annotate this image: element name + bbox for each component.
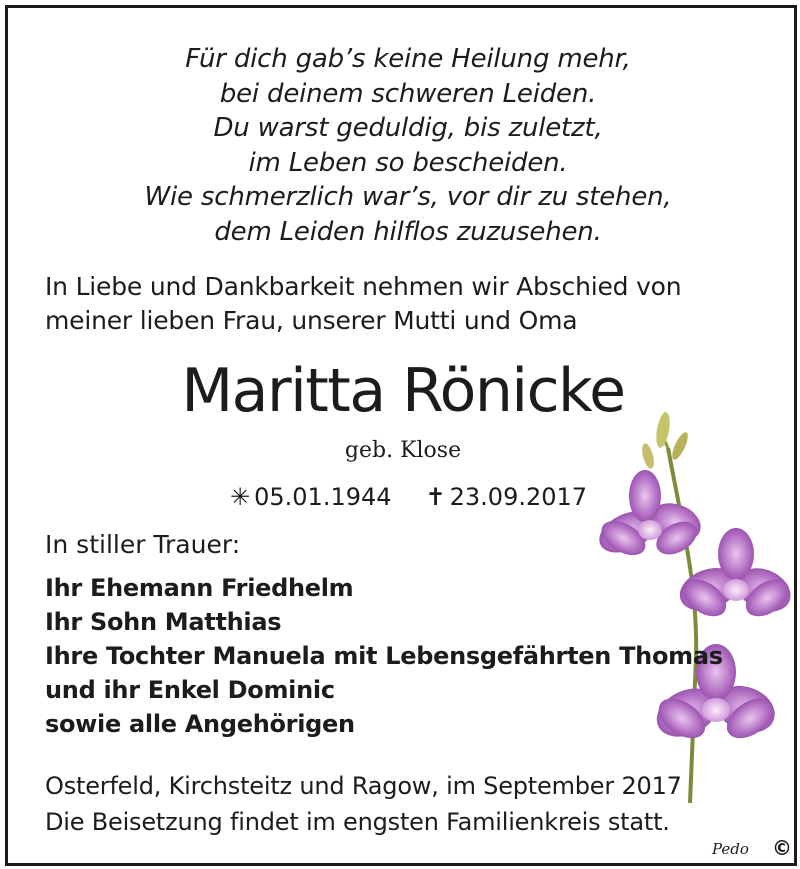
death-cross-icon: ✝ (425, 483, 446, 511)
mourning-label: In stiller Trauer: (45, 530, 241, 559)
birth-date: 05.01.1944 (254, 483, 392, 511)
death-date: 23.09.2017 (449, 483, 588, 511)
poem-line: Für dich gab’s keine Heilung mehr, (185, 44, 631, 74)
intro-line: In Liebe und Dankbarkeit nehmen wir Abschied von (45, 272, 682, 301)
poem (8, 42, 797, 249)
mourners-list (45, 571, 723, 741)
mourner-line: Ihre Tochter Manuela mit Lebensgefährten Thomas (45, 642, 723, 670)
mourner-line: und ihr Enkel Dominic (45, 676, 335, 704)
mourner-line: sowie alle Angehörigen (45, 710, 355, 738)
poem-line: dem Leiden hilflos zuzusehen. (214, 216, 602, 247)
closing-text (45, 768, 682, 840)
burial-note: Die Beisetzung findet im engsten Familienkreis statt. (45, 808, 670, 836)
obituary-card (5, 5, 797, 866)
mourner-line: Ihr Sohn Matthias (45, 608, 282, 636)
poem-line: Wie schmerzlich war’s, vor dir zu stehen, (144, 182, 672, 212)
poem-line: im Leben so bescheiden. (248, 147, 568, 178)
poem-line: bei deinem schweren Leiden. (219, 78, 597, 109)
poem-line: Du warst geduldig, bis zuletzt, (213, 113, 603, 143)
intro-text (45, 270, 681, 338)
maiden-name: geb. Klose (344, 438, 462, 463)
place-date: Osterfeld, Kirchsteitz und Ragow, im September 2017 (45, 772, 682, 800)
designer-signature: Pedo (712, 840, 749, 858)
intro-line: meiner lieben Frau, unserer Mutti und Oma (45, 306, 578, 335)
mourner-line: Ihr Ehemann Friedhelm (45, 574, 354, 602)
deceased-name: Maritta Rönicke (181, 356, 625, 426)
birth-star-icon: ✳ (230, 483, 251, 511)
copyright-icon: © (772, 836, 792, 860)
life-dates (230, 480, 587, 514)
